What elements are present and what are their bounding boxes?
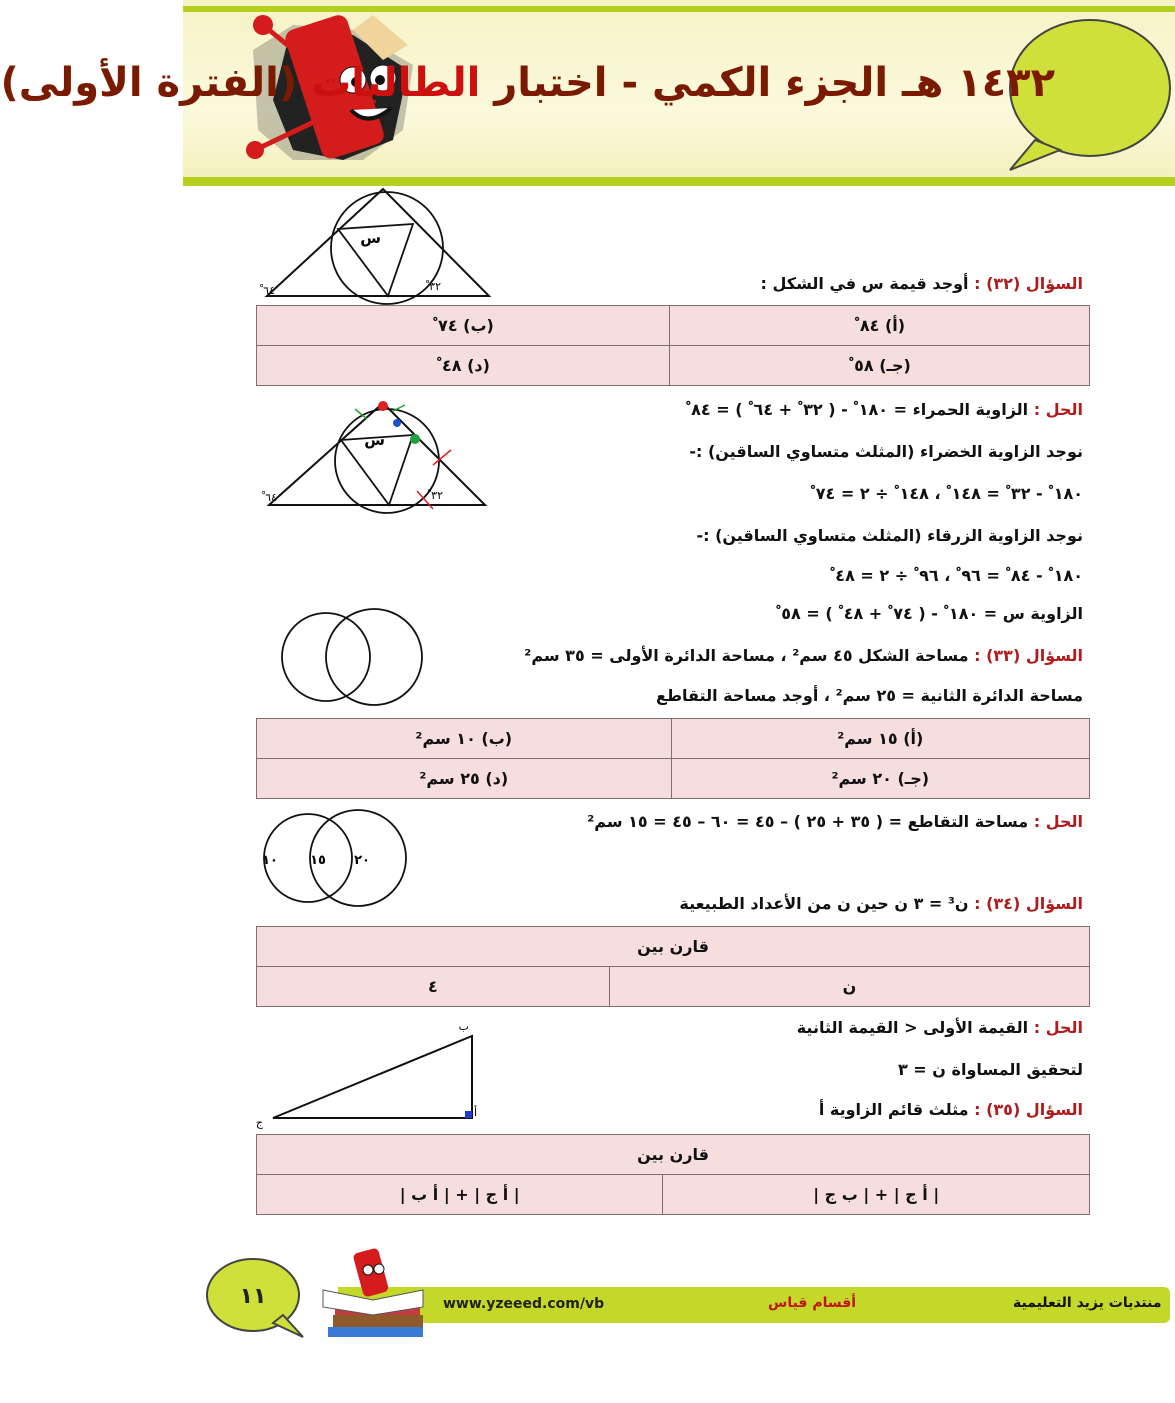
q33-solution-line <box>587 812 1083 831</box>
q33-option-d[interactable]: (د) ٢٥ سم² <box>257 759 672 799</box>
q32-option-a[interactable]: (أ) ٨٤ ْ <box>670 306 1090 346</box>
q33-option-a[interactable]: (أ) ١٥ سم² <box>671 719 1089 759</box>
q32-solution-left-angle: ٦٤ ْ <box>261 491 277 504</box>
q33-question-line-2: مساحة الدائرة الثانية = ٢٥ سم² ، أوجد مساحة التقاطع <box>656 686 1083 705</box>
q34-solution-line-2: لتحقيق المساواة ن = ٣ <box>897 1060 1083 1079</box>
q32-solution-line-5: ١٨٠ ْ - ٨٤ ْ = ٩٦ ْ ، ٩٦ ْ ÷ ٢ = ٤٨ ْ <box>829 566 1083 585</box>
q35-compare-header: قارن بين <box>257 1135 1090 1175</box>
q34-column-b[interactable]: ٤ <box>257 967 610 1007</box>
vertex-c-label: ج <box>255 1116 263 1129</box>
q32-triangle-figure <box>259 186 493 301</box>
footer-url-link[interactable]: www.yzeeed.com/vb <box>443 1296 605 1312</box>
q33-label: السؤال (٣٣) : <box>974 646 1083 665</box>
q34-solution-label: الحل : <box>1033 1018 1083 1037</box>
q35-column-b[interactable]: | أ ج | + | أ ب | <box>257 1175 663 1215</box>
q33-option-b[interactable]: (ب) ١٠ سم² <box>257 719 672 759</box>
q32-question <box>761 274 1083 293</box>
q32-option-c[interactable]: (جـ) ٥٨ ْ <box>670 346 1090 386</box>
q35-right-triangle <box>255 1018 491 1130</box>
q32-options-table <box>256 305 1090 386</box>
q34-solution-line-1 <box>797 1018 1083 1037</box>
q32-solution-label: الحل : <box>1033 400 1083 419</box>
vertex-a-label: أ <box>473 1106 477 1119</box>
q34-solution-text-1: القيمة الأولى < القيمة الثانية <box>796 1018 1029 1037</box>
q33-text-1: مساحة الشكل ٤٥ سم² ، مساحة الدائرة الأولى = ٣٥ سم² <box>524 646 969 665</box>
q33-solution-label: الحل : <box>1033 812 1083 831</box>
q35-compare-table <box>256 1134 1090 1215</box>
q33-solution-text: مساحة التقاطع = ( ٣٥ + ٢٥ ) – ٤٥ = ٦٠ – ٤٥ = ١٥ سم² <box>587 812 1029 831</box>
q33-options-table <box>256 718 1090 799</box>
q32-option-d[interactable]: (د) ٤٨ ْ <box>257 346 670 386</box>
q34-label: السؤال (٣٤) : <box>974 894 1083 913</box>
books-mascot-icon <box>313 1245 433 1345</box>
q33-option-c[interactable]: (جـ) ٢٠ سم² <box>671 759 1089 799</box>
footer-site-name: منتديات يزيد التعليمية <box>1013 1295 1162 1311</box>
footer-section-name: أقسام قياس <box>768 1295 857 1311</box>
q32-solution-figure <box>263 395 493 515</box>
venn-right-value: ٢٠ <box>354 853 370 868</box>
title-part2: الطالبات <box>311 60 481 106</box>
q34-compare-table <box>256 926 1090 1007</box>
q33-solution-venn <box>258 812 410 906</box>
q32-x-label: س <box>360 229 381 247</box>
q32-option-b[interactable]: (ب) ٧٤ ْ <box>257 306 670 346</box>
venn-left-value: ١٠ <box>262 853 278 868</box>
q32-solution-line-4: نوجد الزاوية الزرقاء (المثلث متساوي الساقين) :- <box>696 526 1083 545</box>
q33-venn-figure <box>278 610 428 705</box>
title-part3: (الفترة الأولى) <box>0 60 312 106</box>
q34-column-a[interactable]: ن <box>609 967 1089 1007</box>
q32-label: السؤال (٣٢) : <box>974 274 1083 293</box>
q32-solution-x-label: س <box>364 431 385 449</box>
q35-label: السؤال (٣٥) : <box>974 1100 1083 1119</box>
venn-middle-value: ١٥ <box>310 853 326 868</box>
q35-column-a[interactable]: | أ ج | + | ب ج | <box>663 1175 1090 1215</box>
q32-solution-text-1: الزاوية الحمراء = ١٨٠ ْ - ( ٣٢ ْ + ٦٤ ْ ) = ٨٤ ْ <box>685 400 1029 419</box>
q32-solution-line-1 <box>686 400 1083 419</box>
q35-question <box>819 1100 1083 1119</box>
q32-solution-line-6: الزاوية س = ١٨٠ ْ - ( ٧٤ ْ + ٤٨ ْ ) = ٥٨ ْ <box>775 604 1083 623</box>
q32-solution-line-3: ١٨٠ ْ - ٣٢ ْ = ١٤٨ ْ ، ١٤٨ ْ ÷ ٢ = ٧٤ ْ <box>810 484 1083 503</box>
q32-solution-right-angle: ٣٢ ْ <box>427 489 443 502</box>
title-part1: الجزء الكمي - اختبار <box>480 60 889 106</box>
q32-right-angle: ٣٢ ْ <box>425 280 441 293</box>
q32-solution-line-2: نوجد الزاوية الخضراء (المثلث متساوي الساقين) :- <box>689 442 1083 461</box>
page-number: ١١ <box>239 1284 267 1309</box>
q34-question <box>679 894 1083 913</box>
page-title <box>0 60 1055 106</box>
q34-text: ن³ = ٣ ن حين ن من الأعداد الطبيعية <box>679 894 969 913</box>
q32-left-angle: ٦٤ ْ <box>259 284 275 297</box>
q35-text: مثلث قائم الزاوية أ <box>818 1100 969 1119</box>
title-year: ١٤٣٢ هـ <box>902 60 1055 106</box>
q33-question-line-1 <box>524 646 1083 665</box>
vertex-b-label: ب <box>458 1020 469 1033</box>
q32-text: أوجد قيمة س في الشكل : <box>760 274 969 293</box>
q34-compare-header: قارن بين <box>257 927 1090 967</box>
